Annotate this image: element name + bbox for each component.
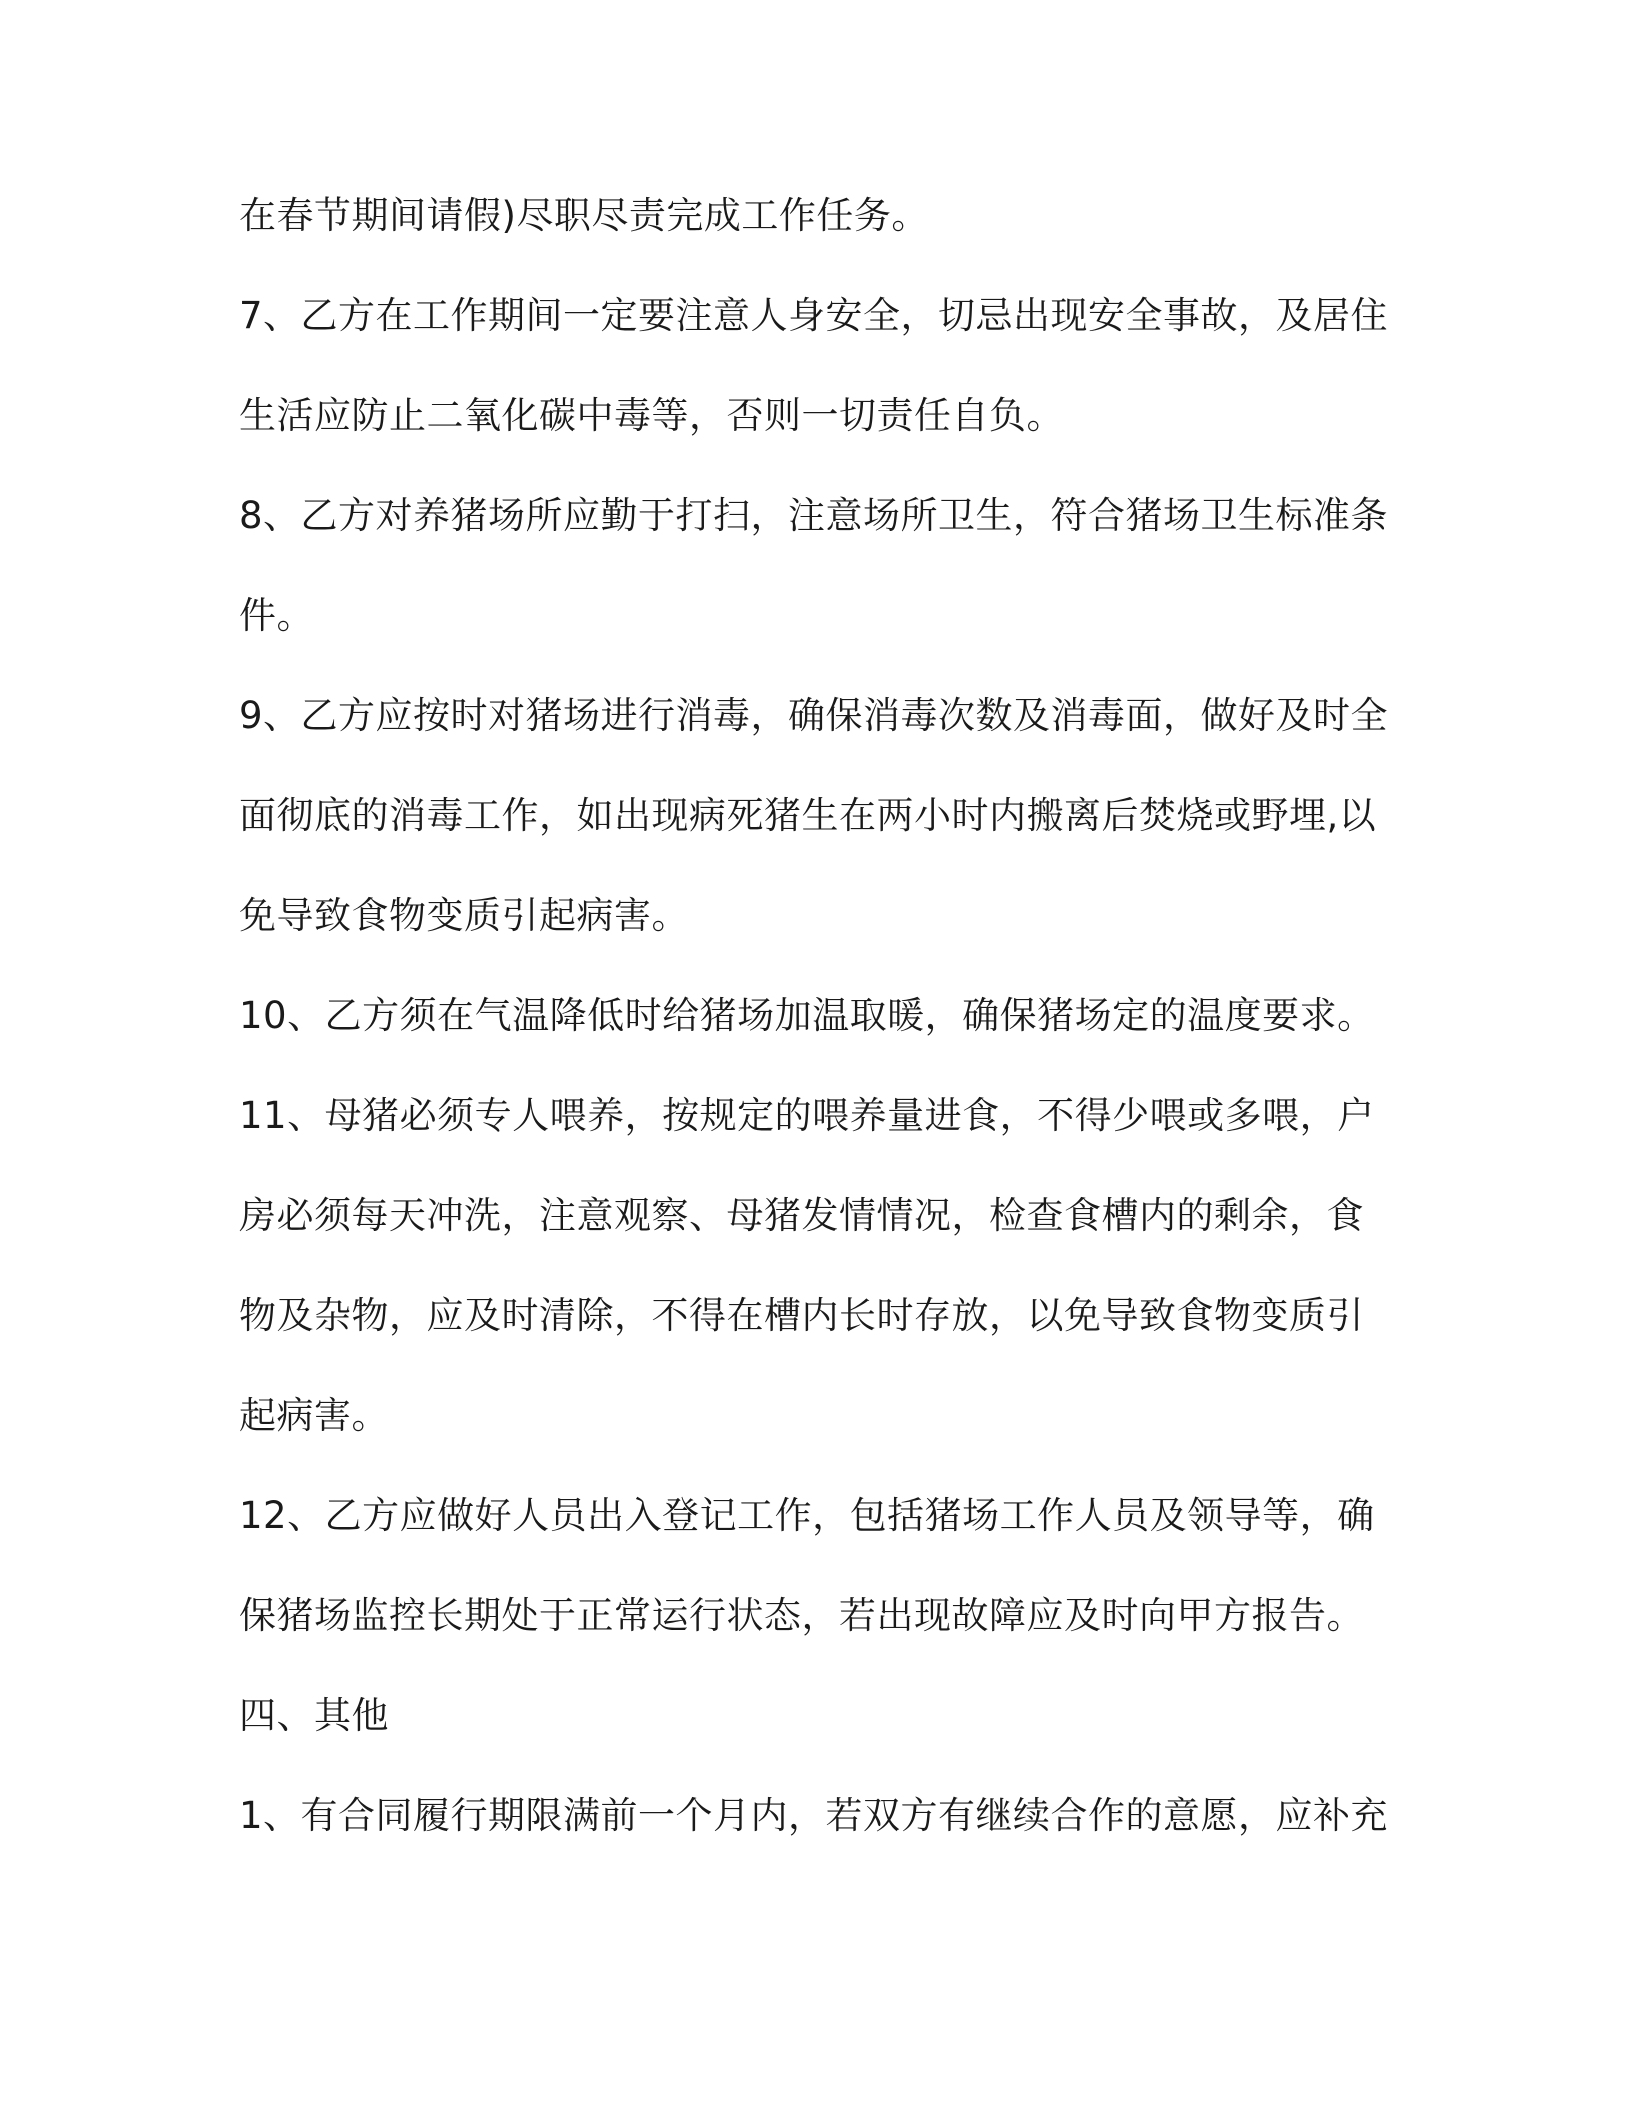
text-line: 8、乙方对养猪场所应勤于打扫，注意场所卫生，符合猪场卫生标准条 [239,494,1389,537]
text-line: 生活应防止二氧化碳中毒等，否则一切责任自负。 [239,394,1064,437]
text-line: 保猪场监控长期处于正常运行状态，若出现故障应及时向甲方报告。 [239,1594,1364,1637]
text-line: 房必须每天冲洗，注意观察、母猪发情情况，检查食槽内的剩余，食 [239,1194,1364,1237]
text-line: 7、乙方在工作期间一定要注意人身安全，切忌出现安全事故，及居住 [239,294,1389,337]
text-line: 在春节期间请假)尽职尽责完成工作任务。 [239,194,929,237]
text-line: 免导致食物变质引起病害。 [239,894,689,937]
text-line: 9、乙方应按时对猪场进行消毒，确保消毒次数及消毒面，做好及时全 [239,694,1389,737]
text-line: 11、母猪必须专人喂养，按规定的喂养量进食，不得少喂或多喂，户 [239,1094,1375,1137]
section-heading: 四、其他 [239,1694,389,1737]
text-line: 件。 [239,594,314,637]
text-line: 10、乙方须在气温降低时给猪场加温取暖，确保猪场定的温度要求。 [239,994,1375,1037]
text-line: 起病害。 [239,1394,389,1437]
text-line: 12、乙方应做好人员出入登记工作，包括猪场工作人员及领导等，确 [239,1494,1375,1537]
text-line: 物及杂物，应及时清除，不得在槽内长时存放，以免导致食物变质引 [239,1294,1364,1337]
text-line: 1、有合同履行期限满前一个月内，若双方有继续合作的意愿，应补充 [239,1794,1389,1837]
text-line: 面彻底的消毒工作，如出现病死猪生在两小时内搬离后焚烧或野埋,以 [239,794,1377,837]
